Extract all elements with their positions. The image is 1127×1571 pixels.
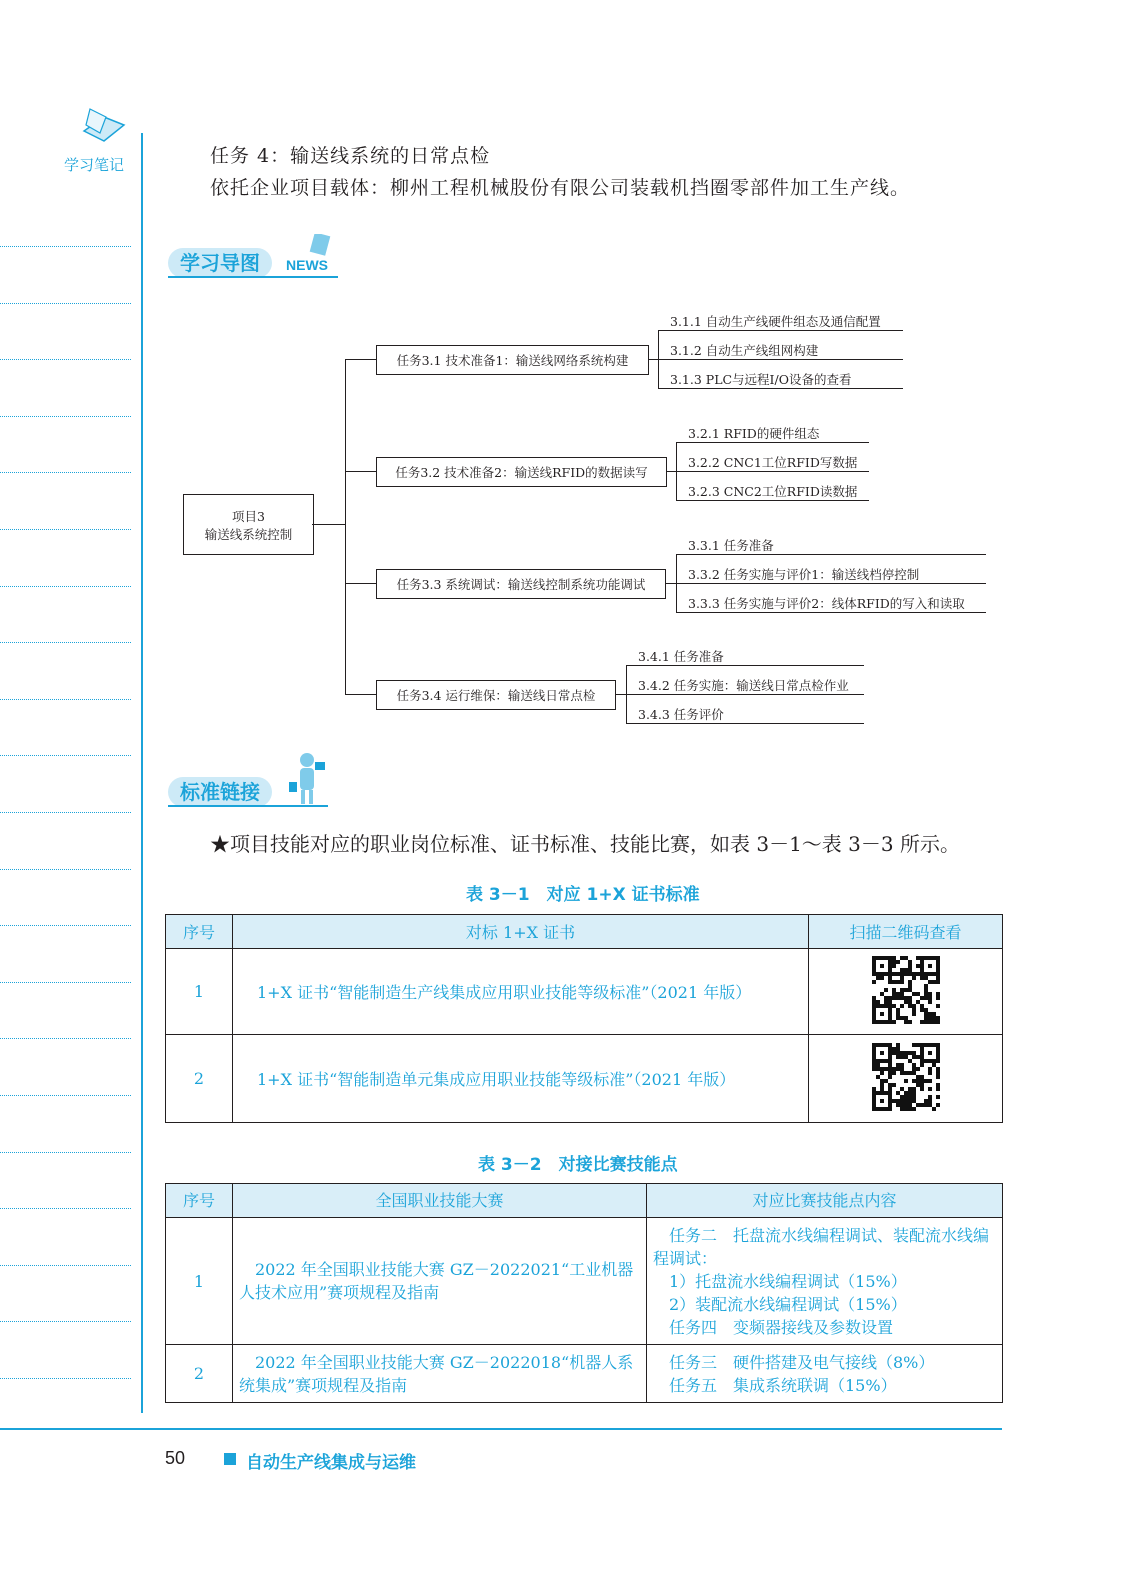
cert-name: 1+X 证书“智能制造单元集成应用职业技能等级标准”（2021 年版） <box>233 1035 809 1123</box>
note-line <box>0 755 131 756</box>
news-icon <box>282 234 344 278</box>
table2 <box>165 1183 1003 1403</box>
subtask-underline <box>626 665 864 666</box>
competition-name: 2022 年全国职业技能大赛 GZ－2022018“机器人系统集成”赛项规程及指南 <box>233 1345 647 1403</box>
note-line <box>0 529 131 530</box>
note-line <box>0 1378 131 1379</box>
connector-line <box>666 583 676 584</box>
connector-line <box>345 694 376 695</box>
standard-intro: ★项目技能对应的职业岗位标准、证书标准、技能比赛，如表 3－1～表 3－3 所示。 <box>210 832 960 856</box>
note-line <box>0 303 131 304</box>
row-number: 2 <box>166 1345 233 1403</box>
skill-point: 1）托盘流水线编程调试（15%） <box>653 1271 907 1291</box>
subtask-label: 3.1.3 PLC与远程I/O设备的查看 <box>670 372 852 387</box>
subtask-underline <box>658 359 903 360</box>
note-line <box>0 699 131 700</box>
margin-rule <box>141 133 143 1413</box>
note-line <box>0 812 131 813</box>
row-number: 1 <box>166 949 233 1035</box>
subtask-label: 3.4.2 任务实施：输送线日常点检作业 <box>638 678 849 693</box>
skill-points <box>647 1218 1003 1345</box>
cert-name: 1+X 证书“智能制造生产线集成应用职业技能等级标准”（2021 年版） <box>233 949 809 1035</box>
subtask-label: 3.1.2 自动生产线组网构建 <box>670 343 819 358</box>
note-line <box>0 416 131 417</box>
subtask-underline <box>658 388 903 389</box>
connector-line <box>345 583 376 584</box>
note-line <box>0 472 131 473</box>
row-number: 1 <box>166 1218 233 1345</box>
subtask-underline <box>626 694 864 695</box>
qr-cell <box>809 949 1003 1035</box>
task-box: 任务3.4 运行维保：输送线日常点检 <box>376 680 616 710</box>
note-line <box>0 1038 131 1039</box>
note-line <box>0 925 131 926</box>
note-line <box>0 1095 131 1096</box>
task-box: 任务3.1 技术准备1：输送线网络系统构建 <box>376 345 649 375</box>
subtask-underline <box>676 500 869 501</box>
connector-line <box>345 471 376 472</box>
section-learning-map: 学习导图 <box>168 248 272 278</box>
connector-line <box>312 524 345 525</box>
table1-header-no: 序号 <box>166 915 233 949</box>
table-row <box>166 949 1003 1035</box>
subtask-label: 3.4.1 任务准备 <box>638 649 724 664</box>
note-line <box>0 642 131 643</box>
subtask-label: 3.3.2 任务实施与评价1：输送线档停控制 <box>688 567 920 582</box>
subtask-label: 3.2.2 CNC1工位RFID写数据 <box>688 455 858 470</box>
connector-line <box>667 471 676 472</box>
notebook-icon <box>80 105 128 145</box>
footer-rule <box>0 1428 1002 1430</box>
section-standard-link: 标准链接 <box>168 777 272 807</box>
subtask-underline <box>676 471 869 472</box>
carrier-line: 依托企业项目载体：柳州工程机械股份有限公司装载机挡圈零部件加工生产线。 <box>210 177 911 199</box>
figure-icon <box>283 750 329 806</box>
subtask-label: 3.1.1 自动生产线硬件组态及通信配置 <box>670 314 881 329</box>
qr-cell <box>809 1035 1003 1123</box>
page-number: 50 <box>165 1448 186 1468</box>
subtask-underline <box>626 723 864 724</box>
note-line <box>0 1152 131 1153</box>
subtask-underline <box>676 442 869 443</box>
note-line <box>0 1208 131 1209</box>
subtask-label: 3.4.3 任务评价 <box>638 707 724 722</box>
book-title: 自动生产线集成与运维 <box>246 1453 416 1473</box>
table2-caption: 表 3－2 对接比赛技能点 <box>478 1155 678 1175</box>
table-row <box>166 1218 1003 1345</box>
notes-label: 学习笔记 <box>64 156 125 174</box>
note-line <box>0 246 131 247</box>
skill-points <box>647 1345 1003 1403</box>
connector-line <box>649 359 658 360</box>
connector-line <box>345 359 346 694</box>
qr-code-icon[interactable] <box>872 1043 940 1115</box>
task-box: 任务3.2 技术准备2：输送线RFID的数据读写 <box>376 457 667 487</box>
mindmap-root <box>183 494 314 555</box>
skill-point: 任务四 变频器接线及参数设置 <box>653 1317 894 1337</box>
skill-point: 2）装配流水线编程调试（15%） <box>653 1294 907 1314</box>
table1-header-cert: 对标 1+X 证书 <box>233 915 809 949</box>
note-line <box>0 359 131 360</box>
table2-header-points: 对应比赛技能点内容 <box>647 1184 1003 1218</box>
table2-header-no: 序号 <box>166 1184 233 1218</box>
note-line <box>0 1265 131 1266</box>
connector-line <box>616 694 626 695</box>
subtask-label: 3.2.3 CNC2工位RFID读数据 <box>688 484 858 499</box>
connector-line <box>345 359 376 360</box>
row-number: 2 <box>166 1035 233 1123</box>
note-line <box>0 586 131 587</box>
skill-point: 任务二 托盘流水线编程调试、装配流水线编程调试： <box>653 1225 990 1268</box>
table1-header-row <box>166 915 1003 949</box>
skill-point: 任务三 硬件搭建及电气接线（8%） <box>653 1352 935 1372</box>
root-title: 项目3 <box>232 508 265 524</box>
badge-underline <box>168 276 338 278</box>
qr-code-icon[interactable] <box>872 956 940 1028</box>
subtask-underline <box>676 612 986 613</box>
root-subtitle: 输送线系统控制 <box>204 526 293 542</box>
table1-header-qr: 扫描二维码查看 <box>809 915 1003 949</box>
subtask-label: 3.2.1 RFID的硬件组态 <box>688 426 820 441</box>
task-box: 任务3.3 系统调试：输送线控制系统功能调试 <box>376 569 666 599</box>
table-row <box>166 1345 1003 1403</box>
competition-name: 2022 年全国职业技能大赛 GZ－2022021“工业机器人技术应用”赛项规程及指南 <box>233 1218 647 1345</box>
table-row <box>166 1035 1003 1123</box>
badge-underline-2 <box>168 805 328 807</box>
subtask-underline <box>658 330 903 331</box>
square-bullet-icon <box>224 1453 236 1465</box>
table2-header-competition: 全国职业技能大赛 <box>233 1184 647 1218</box>
subtask-underline <box>676 583 986 584</box>
note-line <box>0 869 131 870</box>
subtask-label: 3.3.3 任务实施与评价2：线体RFID的写入和读取 <box>688 596 965 611</box>
note-line <box>0 982 131 983</box>
subtask-label: 3.3.1 任务准备 <box>688 538 774 553</box>
table1 <box>165 914 1003 1123</box>
table1-caption: 表 3－1 对应 1+X 证书标准 <box>466 885 700 905</box>
task4-line: 任务 4：输送线系统的日常点检 <box>210 145 491 167</box>
note-line <box>0 1321 131 1322</box>
skill-point: 任务五 集成系统联调（15%） <box>653 1375 897 1395</box>
table2-header-row <box>166 1184 1003 1218</box>
svg-text:NEWS: NEWS <box>286 257 328 273</box>
subtask-underline <box>676 554 986 555</box>
